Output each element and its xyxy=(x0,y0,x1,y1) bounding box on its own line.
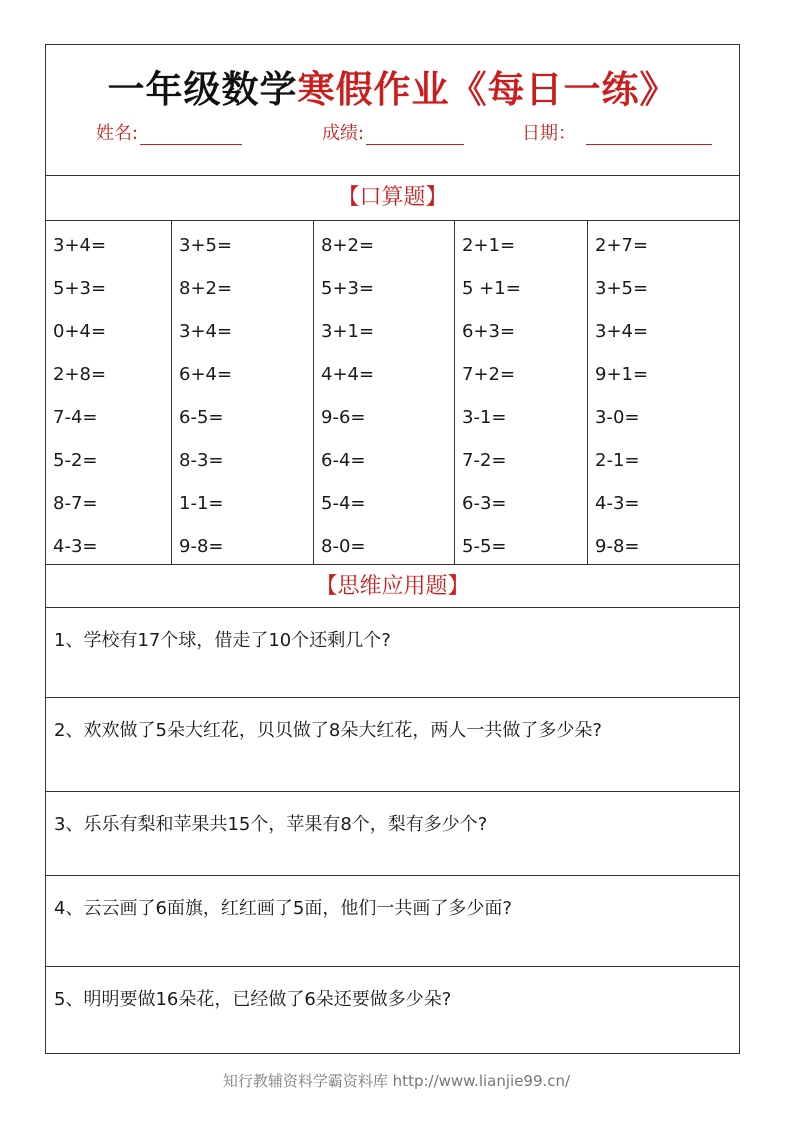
oral-problem: 7-4= xyxy=(53,407,98,428)
oral-problem: 2+7= xyxy=(595,235,649,256)
oral-problem: 3+5= xyxy=(595,278,649,299)
oral-arithmetic-grid xyxy=(46,221,739,565)
word-problem[interactable] xyxy=(46,967,739,1054)
score-blank[interactable] xyxy=(366,124,464,145)
oral-problem: 3+4= xyxy=(595,321,649,342)
oral-problem: 5 +1= xyxy=(462,278,521,299)
worksheet-header xyxy=(46,45,739,176)
oral-problem: 4-3= xyxy=(53,536,98,557)
word-problems-list xyxy=(46,608,739,1054)
word-problem[interactable] xyxy=(46,792,739,876)
oral-problem: 9-6= xyxy=(321,407,366,428)
oral-section-heading: 【口算题】 xyxy=(46,175,739,221)
oral-problem: 9+1= xyxy=(595,364,649,385)
oral-problem: 3-1= xyxy=(462,407,507,428)
oral-problem: 5+3= xyxy=(53,278,107,299)
name-label: 姓名: xyxy=(96,123,139,144)
oral-problem: 8-7= xyxy=(53,493,98,514)
oral-problem: 0+4= xyxy=(53,321,107,342)
oral-problem: 6-5= xyxy=(179,407,224,428)
student-info-fields xyxy=(46,119,739,149)
word-problem[interactable] xyxy=(46,698,739,792)
oral-problem: 3+5= xyxy=(179,235,233,256)
oral-column xyxy=(46,221,171,564)
oral-problem: 7-2= xyxy=(462,450,507,471)
oral-problem: 3+4= xyxy=(179,321,233,342)
oral-problem: 6+3= xyxy=(462,321,516,342)
oral-problem: 9-8= xyxy=(595,536,640,557)
oral-column xyxy=(454,221,587,564)
problem-text: 1、学校有17个球，借走了10个还剩几个? xyxy=(54,630,391,651)
title-part-black: 一年级数学 xyxy=(107,68,298,111)
oral-problem: 5-4= xyxy=(321,493,366,514)
oral-problem: 8-3= xyxy=(179,450,224,471)
oral-column xyxy=(587,221,741,564)
oral-problem: 7+2= xyxy=(462,364,516,385)
oral-problem: 1-1= xyxy=(179,493,224,514)
word-problem[interactable] xyxy=(46,876,739,967)
oral-column xyxy=(313,221,454,564)
oral-problem: 5-5= xyxy=(462,536,507,557)
oral-problem: 6-3= xyxy=(462,493,507,514)
word-problem[interactable] xyxy=(46,608,739,698)
oral-problem: 5+3= xyxy=(321,278,375,299)
oral-problem: 3+4= xyxy=(53,235,107,256)
oral-problem: 3+1= xyxy=(321,321,375,342)
oral-problem: 2+1= xyxy=(462,235,516,256)
score-label: 成绩: xyxy=(322,123,365,144)
problem-text: 5、明明要做16朵花，已经做了6朵还要做多少朵? xyxy=(54,989,452,1010)
oral-problem: 2+8= xyxy=(53,364,107,385)
oral-problem: 2-1= xyxy=(595,450,640,471)
problem-text: 2、欢欢做了5朵大红花，贝贝做了8朵大红花，两人一共做了多少朵? xyxy=(54,720,602,741)
oral-problem: 3-0= xyxy=(595,407,640,428)
title-part-red: 寒假作业《每日一练》 xyxy=(297,68,678,111)
oral-problem: 8+2= xyxy=(179,278,233,299)
oral-problem: 6-4= xyxy=(321,450,366,471)
oral-problem: 8+2= xyxy=(321,235,375,256)
oral-problem: 4+4= xyxy=(321,364,375,385)
date-blank[interactable] xyxy=(586,124,712,145)
name-field[interactable] xyxy=(96,119,242,145)
footer-watermark: 知行教辅资料学霸资料库 http://www.lianjie99.cn/ xyxy=(222,1072,571,1090)
oral-problem: 9-8= xyxy=(179,536,224,557)
date-field[interactable] xyxy=(522,119,712,145)
oral-problem: 5-2= xyxy=(53,450,98,471)
problem-text: 4、云云画了6面旗，红红画了5面，他们一共画了多少面? xyxy=(54,898,512,919)
problem-text: 3、乐乐有梨和苹果共15个，苹果有8个，梨有多少个? xyxy=(54,814,488,835)
oral-problem: 4-3= xyxy=(595,493,640,514)
oral-problem: 8-0= xyxy=(321,536,366,557)
name-blank[interactable] xyxy=(140,124,242,145)
oral-problem: 6+4= xyxy=(179,364,233,385)
worksheet xyxy=(45,44,740,1054)
score-field[interactable] xyxy=(322,119,464,145)
oral-column xyxy=(171,221,313,564)
date-label: 日期： xyxy=(522,123,576,144)
thinking-section-heading: 【思维应用题】 xyxy=(46,565,739,608)
page-title xyxy=(46,59,739,113)
